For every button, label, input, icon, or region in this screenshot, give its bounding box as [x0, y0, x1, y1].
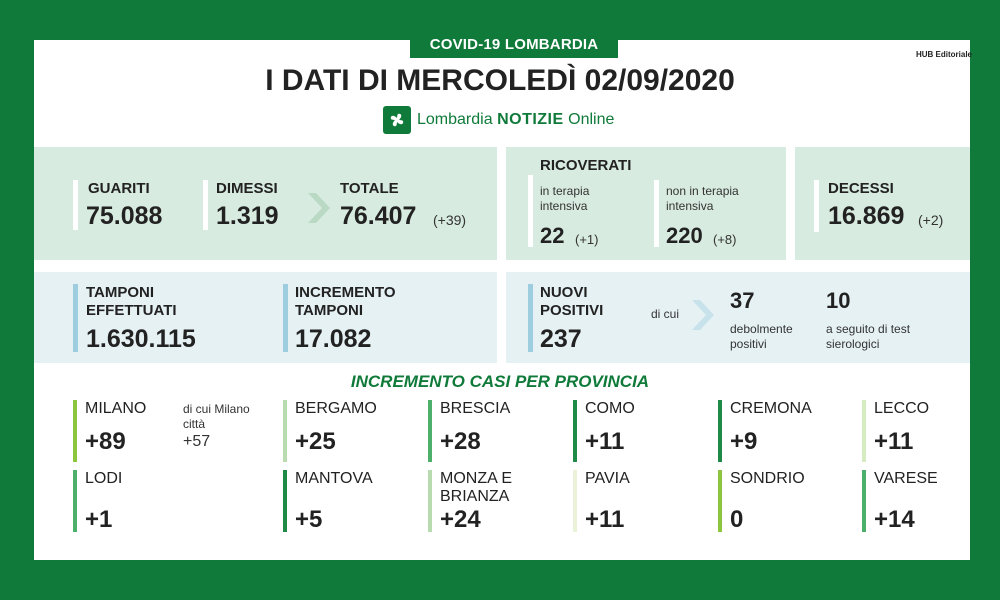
province-value: +9 [730, 428, 758, 455]
province-title: INCREMENTO CASI PER PROVINCIA [350, 372, 650, 391]
province-value: +11 [585, 428, 625, 455]
sierologici-value: 10 [826, 288, 851, 313]
ricoverati-label: RICOVERATI [540, 157, 632, 174]
province-name: MONZA E BRIANZA [440, 470, 513, 505]
nti-bar [654, 180, 659, 247]
logo-text [417, 111, 614, 129]
incremento-label: INCREMENTO TAMPONI [295, 284, 396, 319]
province-name: LODI [85, 470, 123, 487]
dimessi-bar [203, 180, 208, 230]
logo-suffix: Online [568, 111, 615, 128]
ti-value: 22 [540, 223, 565, 248]
province-value: +14 [874, 506, 915, 533]
page-title: I DATI DI MERCOLEDÌ 02/09/2020 [265, 64, 735, 97]
totale-value: 76.407 [340, 202, 417, 230]
guariti-value: 75.088 [86, 202, 163, 230]
province-value: +25 [295, 428, 336, 455]
decessi-label: DECESSI [828, 180, 894, 197]
positivi-label: NUOVI POSITIVI [540, 284, 604, 319]
province-value: +5 [295, 506, 323, 533]
tamponi-bar [73, 284, 78, 352]
ti-delta: (+1) [575, 232, 599, 247]
province-bar [718, 400, 722, 462]
header-tag: COVID-19 LOMBARDIA [410, 36, 618, 58]
logo-region: Lombardia [417, 111, 493, 128]
province-bar [428, 470, 432, 532]
province-value: +11 [585, 506, 625, 533]
province-mantova [283, 470, 423, 532]
debolmente-label: debolmente positivi [730, 322, 793, 351]
province-bar [73, 470, 77, 532]
logo-brand: NOTIZIE [497, 111, 564, 128]
province-cremona [718, 400, 858, 462]
province-bar [428, 400, 432, 462]
positivi-bar [528, 284, 533, 352]
sierologici-label: a seguito di test sierologici [826, 322, 911, 351]
province-value: +11 [874, 428, 914, 455]
province-bar [862, 470, 866, 532]
province-varese [862, 470, 962, 532]
decessi-delta: (+2) [918, 212, 944, 228]
clover-icon [383, 106, 411, 134]
province-value: +24 [440, 506, 481, 533]
decessi-value: 16.869 [828, 202, 905, 230]
brand-logo [383, 103, 614, 137]
arrow-right-icon [308, 193, 330, 223]
province-bar [573, 470, 577, 532]
province-como [573, 400, 713, 462]
province-bar [283, 400, 287, 462]
province-lecco [862, 400, 962, 462]
debolmente-value: 37 [730, 288, 755, 313]
province-value: +1 [85, 506, 113, 533]
province-value: 0 [730, 506, 744, 533]
totale-delta: (+39) [433, 212, 467, 228]
province-name: MANTOVA [295, 470, 373, 487]
dicui-label: di cui [651, 307, 680, 321]
province-bar [573, 400, 577, 462]
nti-delta: (+8) [713, 232, 737, 247]
province-lodi [73, 470, 213, 532]
tamponi-value: 1.630.115 [86, 325, 196, 353]
province-bar [718, 470, 722, 532]
decessi-bar [814, 180, 819, 232]
province-sondrio [718, 470, 858, 532]
hub-credit: HUB Editoriale [915, 50, 972, 59]
province-pavia [573, 470, 713, 532]
incremento-bar [283, 284, 288, 352]
province-monza-brianza [428, 470, 568, 532]
province-milano [73, 400, 250, 462]
province-name: BERGAMO [295, 400, 377, 417]
province-bar [283, 470, 287, 532]
province-value: +28 [440, 428, 481, 455]
province-bergamo [283, 400, 423, 462]
nti-value: 220 [666, 223, 703, 248]
dimessi-label: DIMESSI [216, 180, 278, 197]
arrow-right-icon [692, 300, 714, 330]
province-bar [862, 400, 866, 462]
province-name: LECCO [874, 400, 930, 417]
nti-label: non in terapia intensiva [666, 184, 739, 213]
totale-label: TOTALE [340, 180, 399, 197]
province-name: SONDRIO [730, 470, 805, 487]
incremento-value: 17.082 [295, 325, 372, 353]
province-brescia [428, 400, 568, 462]
guariti-bar [73, 180, 78, 230]
province-name: PAVIA [585, 470, 630, 487]
ti-label: in terapia intensiva [540, 184, 590, 213]
ricoverati-bar [528, 175, 533, 247]
province-name: COMO [585, 400, 635, 417]
province-name: BRESCIA [440, 400, 511, 417]
province-value: +89 [85, 428, 126, 455]
province-name: MILANO [85, 400, 147, 417]
tamponi-label: TAMPONI EFFETTUATI [86, 284, 177, 319]
milano-citta-note: di cui Milano città [183, 402, 250, 431]
province-name: CREMONA [730, 400, 812, 417]
positivi-value: 237 [540, 325, 582, 353]
dimessi-value: 1.319 [216, 202, 279, 230]
guariti-label: GUARITI [88, 180, 150, 197]
province-name: VARESE [874, 470, 938, 487]
milano-citta-value: +57 [183, 433, 211, 450]
province-bar [73, 400, 77, 462]
